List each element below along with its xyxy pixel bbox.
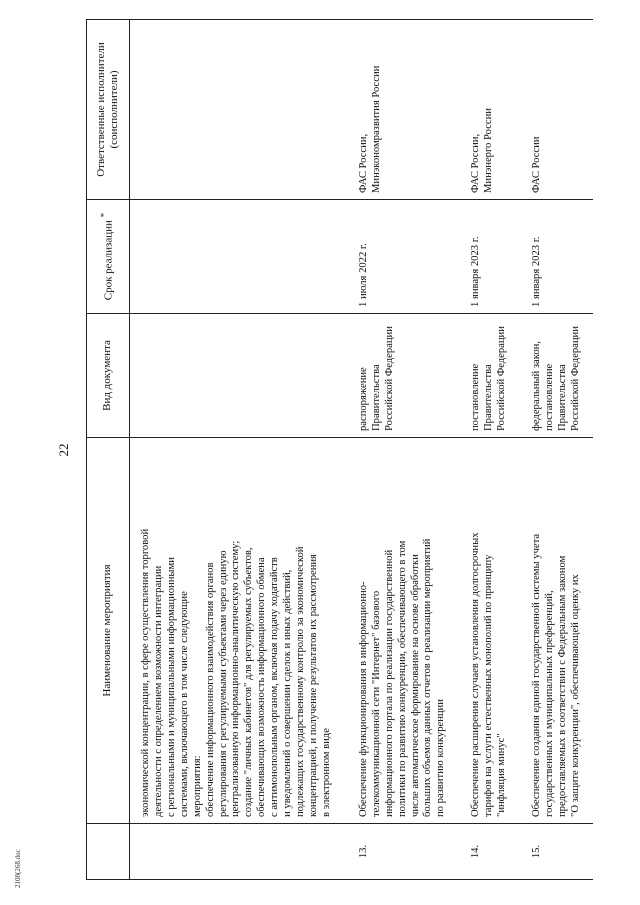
cell-name xyxy=(519,438,593,824)
cell-doc-type xyxy=(130,314,346,438)
text-line: числе автоматическое формирование на основе обработки xyxy=(409,554,421,817)
text-line: экономической концентрации, в сфере осуществления торговой xyxy=(140,528,151,817)
cell-num: 15. xyxy=(519,824,593,880)
cell-name xyxy=(458,438,519,824)
text-line: Российской Федерации xyxy=(569,326,581,431)
text-line: концентрацией, и получение результатов их рассмотрения xyxy=(307,554,319,817)
text-line: деятельности с определением возможности интеграции xyxy=(152,565,164,817)
text-line: "инфляция минус" xyxy=(496,733,508,817)
text-line: централизованную информационно-аналитическую систему; xyxy=(230,540,242,817)
header-doc-type: Вид документа xyxy=(87,314,130,438)
cell-num: 14. xyxy=(458,824,519,880)
text-line: системами, включающего в том числе следующие xyxy=(178,591,190,817)
text-line: распоряжение xyxy=(357,367,369,431)
header-deadline-mark: * xyxy=(99,212,110,218)
text-line: и уведомлений о совершении сделок и иных действий, xyxy=(282,569,294,817)
text-line: Обеспечение расширения случаев установления долгосрочных xyxy=(470,532,482,817)
text-line: ФАС России xyxy=(531,136,543,193)
header-executors: Ответственные исполнители (соисполнители) xyxy=(87,20,130,200)
cell-doc-type xyxy=(519,314,593,438)
cell-deadline: 1 января 2023 г. xyxy=(458,200,519,314)
text-line: в электронном виде xyxy=(320,728,332,817)
page-number: 22 xyxy=(56,443,71,457)
cell-num xyxy=(130,824,346,880)
measures-table xyxy=(86,19,593,880)
text-line: ФАС России, xyxy=(357,133,369,193)
text-line: подлежащих государственному контролю за экономической xyxy=(295,546,307,817)
cell-deadline xyxy=(130,200,346,314)
header-num xyxy=(87,824,130,880)
text-line: с региональными и муниципальными информационными xyxy=(165,557,177,817)
text-line: создание "личных кабинетов" для регулируемых субъектов, xyxy=(243,547,255,817)
rotated-page xyxy=(56,20,616,880)
cell-num: 13. xyxy=(346,824,458,880)
cell-name xyxy=(130,438,346,824)
header-name: Наименование мероприятия xyxy=(87,438,130,824)
document-code: 2108(268.doc xyxy=(14,849,22,888)
text-line: Обеспечение создания единой государственной системы учета xyxy=(531,533,543,817)
header-deadline xyxy=(87,200,130,314)
text-line: ФАС России, xyxy=(470,133,482,193)
cell-deadline: 1 июля 2022 г. xyxy=(346,200,458,314)
text-line: государственных и муниципальных преференций, xyxy=(543,590,555,817)
text-line: больших объемов данных отчетов о реализации мероприятий xyxy=(422,538,434,817)
text-line: предоставляемых в соответствии с Федеральным законом xyxy=(556,555,568,817)
text-line: телекоммуникационной сети "Интернет" базового xyxy=(370,590,382,817)
text-line: постановление xyxy=(470,363,482,431)
text-line: постановление xyxy=(543,363,555,431)
text-line: политики по развитию конкуренции, обеспечивающего в том xyxy=(396,540,408,817)
text-line: федеральный закон, xyxy=(531,341,543,431)
text-line: информационного портала по реализации государственной xyxy=(383,549,395,817)
text-line: по развитию конкуренции xyxy=(435,699,447,817)
text-line: регулирования с регулируемыми субъектами через единую xyxy=(217,550,229,817)
table-row-14 xyxy=(458,20,519,880)
text-line: обеспечивающих возможность информационного обмена xyxy=(256,557,268,817)
text-line: мероприятия: xyxy=(191,755,203,817)
cell-name xyxy=(346,438,458,824)
cell-executors xyxy=(519,20,593,200)
cell-executors xyxy=(130,20,346,200)
table-row-15 xyxy=(519,20,593,880)
text-line: Правительства xyxy=(370,364,382,431)
text-line: обеспечение информационного взаимодействия органов xyxy=(204,562,216,817)
text-line: Российской Федерации xyxy=(383,326,395,431)
table-header-row xyxy=(87,20,130,880)
table-row-continuation xyxy=(130,20,346,880)
cell-executors xyxy=(346,20,458,200)
text-line: тарифов на услуги естественных монополий по принципу xyxy=(483,554,495,817)
header-deadline-label: Срок реализации xyxy=(103,220,116,301)
text-line: Минэнерго России xyxy=(483,108,495,193)
text-line: Российской Федерации xyxy=(496,326,508,431)
text-line: Правительства xyxy=(556,364,568,431)
cell-doc-type xyxy=(458,314,519,438)
table-row-13 xyxy=(346,20,458,880)
cell-deadline: 1 января 2023 г. xyxy=(519,200,593,314)
text-line: Обеспечение функционирования в информационно- xyxy=(357,581,369,817)
text-line: Минэкономразвития России xyxy=(370,65,382,193)
cell-executors xyxy=(458,20,519,200)
text-line: Правительства xyxy=(483,364,495,431)
text-line: с антимонопольным органом, включая подачу ходатайств xyxy=(269,557,281,817)
text-line: "О защите конкуренции", обеспечивающей оценку их xyxy=(569,574,581,817)
cell-doc-type xyxy=(346,314,458,438)
